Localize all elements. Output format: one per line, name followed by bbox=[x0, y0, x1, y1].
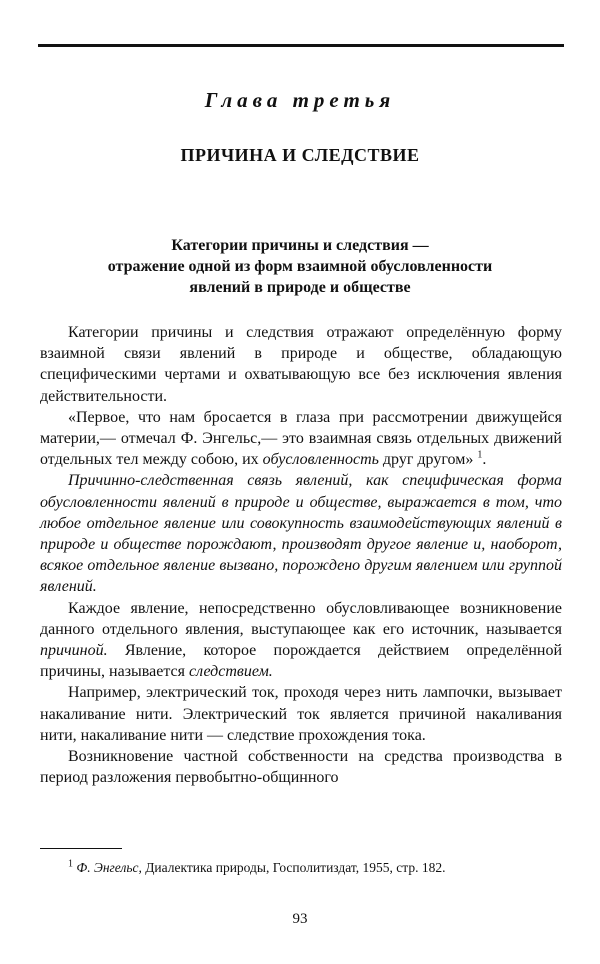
text-run: . bbox=[482, 451, 487, 469]
footnote-author: Ф. Энгельс, bbox=[76, 860, 142, 875]
section-heading-line: Категории причины и следствия — bbox=[171, 237, 429, 254]
top-rule bbox=[38, 44, 564, 47]
section-heading-line: отражение одной из форм взаимной обусловленности bbox=[107, 258, 493, 275]
emphasis-text: следствием. bbox=[188, 663, 273, 681]
text-run: «Первое, что нам бросается в глаза при рассмотрении движущейся материи,— отмечал Ф. Энгельс,— это взаимная связь отдельных движений отдельных тел между собою, их bbox=[40, 408, 562, 469]
text-run: друг другом» bbox=[378, 451, 478, 469]
section-heading-line: явлений в природе и обществе bbox=[189, 279, 411, 296]
text-run: Каждое явление, непосредственно обусловливающее возникновение данного отдельного явления, выступающее как его источник, называется bbox=[40, 599, 562, 638]
footnote bbox=[40, 858, 562, 877]
paragraph: Категории причины и следствия отражают определённую форму взаимной связи явлений в природе и обществе, обладающую специфическими чертами и охватывающую все без исключения явления действительности. bbox=[40, 324, 562, 405]
emphasis-text: обусловленность bbox=[262, 451, 379, 469]
paragraph-engels-quote bbox=[40, 407, 562, 471]
paragraph bbox=[40, 598, 562, 683]
paragraph: Например, электрический ток, проходя через нить лампочки, вызывает накаливание нити. Электрический ток является причиной накаливания нити, накаливание нити — следствие прохождения тока. bbox=[40, 684, 562, 744]
paragraph-definition: Причинно-следственная связь явлений, как специфическая форма обусловленности явлений в природе и обществе, выражается в том, что любое отдельное явление или совокупность взаимодействующих явлений в природе и обществе порождают, производят другое явление и, наоборот, всякое отдельное явление вызвано, порождено другим явлением или группой явлений. bbox=[40, 472, 562, 596]
body-text bbox=[40, 322, 562, 788]
emphasis-text: причиной. bbox=[40, 642, 108, 660]
footnote-marker: 1 bbox=[68, 858, 73, 870]
chapter-title: ПРИЧИНА И СЛЕДСТВИЕ bbox=[180, 145, 420, 165]
footnote-rule bbox=[40, 848, 122, 849]
paragraph: Возникновение частной собственности на средства производства в период разложения первобытно-общинного bbox=[40, 748, 562, 787]
text-run: Явление, которое порождается действием определённой причины, называется bbox=[40, 642, 562, 681]
page-number: 93 bbox=[292, 911, 308, 927]
footnote-text: Диалектика природы, Госполитиздат, 1955, стр. 182. bbox=[141, 860, 446, 875]
section-heading bbox=[40, 235, 560, 298]
chapter-number: Глава третья bbox=[204, 88, 396, 112]
footnote-ref: 1 bbox=[477, 449, 483, 461]
